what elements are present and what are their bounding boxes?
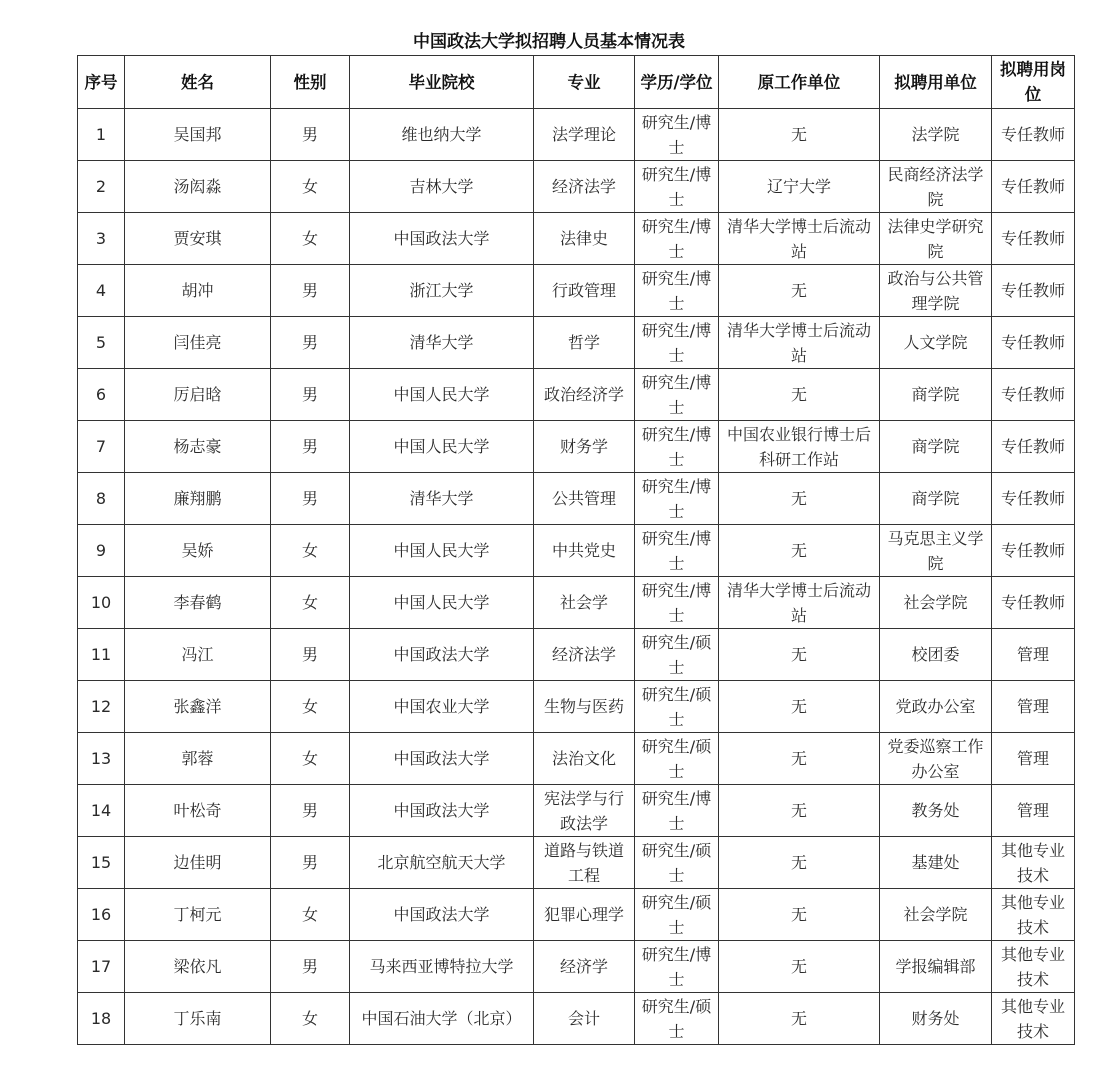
cell-previous-employer: 无 xyxy=(719,993,880,1045)
cell-position: 专任教师 xyxy=(992,577,1075,629)
cell-index: 8 xyxy=(78,473,125,525)
cell-school: 马来西亚博特拉大学 xyxy=(350,941,534,993)
cell-previous-employer: 无 xyxy=(719,785,880,837)
cell-major: 宪法学与行政法学 xyxy=(534,785,635,837)
cell-index: 2 xyxy=(78,161,125,213)
cell-degree: 研究生/硕士 xyxy=(635,629,719,681)
cell-previous-employer: 中国农业银行博士后科研工作站 xyxy=(719,421,880,473)
cell-gender: 男 xyxy=(271,317,350,369)
cell-major: 道路与铁道工程 xyxy=(534,837,635,889)
table-row xyxy=(78,421,1075,473)
cell-index: 10 xyxy=(78,577,125,629)
cell-major: 法治文化 xyxy=(534,733,635,785)
header-position: 拟聘用岗位 xyxy=(992,56,1075,109)
cell-hiring-unit: 商学院 xyxy=(880,421,992,473)
cell-name: 汤闳淼 xyxy=(125,161,271,213)
table-row xyxy=(78,941,1075,993)
cell-gender: 男 xyxy=(271,837,350,889)
header-school: 毕业院校 xyxy=(350,56,534,109)
cell-name: 杨志豪 xyxy=(125,421,271,473)
cell-previous-employer: 无 xyxy=(719,837,880,889)
cell-previous-employer: 无 xyxy=(719,369,880,421)
cell-school: 清华大学 xyxy=(350,317,534,369)
cell-previous-employer: 无 xyxy=(719,525,880,577)
cell-index: 16 xyxy=(78,889,125,941)
cell-major: 会计 xyxy=(534,993,635,1045)
table-row xyxy=(78,681,1075,733)
cell-degree: 研究生/博士 xyxy=(635,213,719,265)
cell-index: 15 xyxy=(78,837,125,889)
table-row xyxy=(78,473,1075,525)
cell-major: 行政管理 xyxy=(534,265,635,317)
cell-degree: 研究生/博士 xyxy=(635,785,719,837)
cell-previous-employer: 清华大学博士后流动站 xyxy=(719,317,880,369)
table-row xyxy=(78,837,1075,889)
table-row xyxy=(78,993,1075,1045)
cell-school: 中国农业大学 xyxy=(350,681,534,733)
cell-previous-employer: 无 xyxy=(719,473,880,525)
cell-degree: 研究生/博士 xyxy=(635,941,719,993)
table-row xyxy=(78,889,1075,941)
cell-name: 吴娇 xyxy=(125,525,271,577)
header-degree: 学历/学位 xyxy=(635,56,719,109)
cell-previous-employer: 辽宁大学 xyxy=(719,161,880,213)
cell-hiring-unit: 法律史学研究院 xyxy=(880,213,992,265)
cell-major: 法学理论 xyxy=(534,109,635,161)
cell-name: 梁依凡 xyxy=(125,941,271,993)
cell-name: 郭蓉 xyxy=(125,733,271,785)
cell-position: 其他专业技术 xyxy=(992,889,1075,941)
cell-major: 社会学 xyxy=(534,577,635,629)
table-row xyxy=(78,629,1075,681)
cell-school: 中国石油大学（北京） xyxy=(350,993,534,1045)
cell-hiring-unit: 法学院 xyxy=(880,109,992,161)
cell-major: 哲学 xyxy=(534,317,635,369)
cell-position: 专任教师 xyxy=(992,213,1075,265)
cell-previous-employer: 无 xyxy=(719,733,880,785)
cell-hiring-unit: 财务处 xyxy=(880,993,992,1045)
cell-index: 14 xyxy=(78,785,125,837)
cell-index: 5 xyxy=(78,317,125,369)
table-row xyxy=(78,733,1075,785)
cell-hiring-unit: 校团委 xyxy=(880,629,992,681)
cell-previous-employer: 无 xyxy=(719,109,880,161)
cell-hiring-unit: 人文学院 xyxy=(880,317,992,369)
cell-degree: 研究生/博士 xyxy=(635,421,719,473)
cell-hiring-unit: 政治与公共管理学院 xyxy=(880,265,992,317)
cell-name: 胡冲 xyxy=(125,265,271,317)
cell-degree: 研究生/博士 xyxy=(635,109,719,161)
cell-previous-employer: 无 xyxy=(719,681,880,733)
cell-position: 专任教师 xyxy=(992,369,1075,421)
cell-previous-employer: 无 xyxy=(719,629,880,681)
cell-gender: 女 xyxy=(271,681,350,733)
cell-index: 1 xyxy=(78,109,125,161)
cell-position: 专任教师 xyxy=(992,109,1075,161)
cell-previous-employer: 无 xyxy=(719,941,880,993)
cell-major: 公共管理 xyxy=(534,473,635,525)
cell-name: 李春鹤 xyxy=(125,577,271,629)
cell-gender: 女 xyxy=(271,161,350,213)
cell-hiring-unit: 学报编辑部 xyxy=(880,941,992,993)
header-major: 专业 xyxy=(534,56,635,109)
cell-degree: 研究生/博士 xyxy=(635,317,719,369)
cell-hiring-unit: 党政办公室 xyxy=(880,681,992,733)
cell-gender: 女 xyxy=(271,525,350,577)
cell-hiring-unit: 商学院 xyxy=(880,473,992,525)
cell-name: 丁柯元 xyxy=(125,889,271,941)
personnel-table xyxy=(77,55,1075,1045)
table-body xyxy=(78,109,1075,1045)
cell-major: 经济学 xyxy=(534,941,635,993)
cell-previous-employer: 清华大学博士后流动站 xyxy=(719,577,880,629)
cell-position: 管理 xyxy=(992,733,1075,785)
cell-degree: 研究生/博士 xyxy=(635,525,719,577)
cell-gender: 男 xyxy=(271,369,350,421)
cell-index: 13 xyxy=(78,733,125,785)
cell-position: 专任教师 xyxy=(992,317,1075,369)
table-row xyxy=(78,265,1075,317)
cell-major: 法律史 xyxy=(534,213,635,265)
cell-degree: 研究生/博士 xyxy=(635,577,719,629)
cell-index: 7 xyxy=(78,421,125,473)
table-row xyxy=(78,525,1075,577)
cell-position: 管理 xyxy=(992,785,1075,837)
cell-position: 管理 xyxy=(992,681,1075,733)
cell-name: 冯江 xyxy=(125,629,271,681)
cell-hiring-unit: 基建处 xyxy=(880,837,992,889)
cell-index: 17 xyxy=(78,941,125,993)
cell-gender: 女 xyxy=(271,993,350,1045)
cell-previous-employer: 无 xyxy=(719,889,880,941)
cell-position: 专任教师 xyxy=(992,473,1075,525)
cell-position: 其他专业技术 xyxy=(992,837,1075,889)
cell-gender: 男 xyxy=(271,473,350,525)
cell-hiring-unit: 教务处 xyxy=(880,785,992,837)
cell-school: 中国政法大学 xyxy=(350,629,534,681)
cell-degree: 研究生/博士 xyxy=(635,265,719,317)
cell-degree: 研究生/硕士 xyxy=(635,681,719,733)
table-row xyxy=(78,109,1075,161)
cell-index: 3 xyxy=(78,213,125,265)
cell-index: 9 xyxy=(78,525,125,577)
cell-name: 厉启晗 xyxy=(125,369,271,421)
cell-hiring-unit: 社会学院 xyxy=(880,889,992,941)
cell-school: 维也纳大学 xyxy=(350,109,534,161)
cell-major: 经济法学 xyxy=(534,161,635,213)
cell-previous-employer: 无 xyxy=(719,265,880,317)
cell-name: 吴国邦 xyxy=(125,109,271,161)
cell-school: 中国政法大学 xyxy=(350,889,534,941)
cell-name: 边佳明 xyxy=(125,837,271,889)
cell-major: 经济法学 xyxy=(534,629,635,681)
cell-degree: 研究生/博士 xyxy=(635,369,719,421)
cell-school: 清华大学 xyxy=(350,473,534,525)
cell-name: 廉翔鹏 xyxy=(125,473,271,525)
cell-hiring-unit: 社会学院 xyxy=(880,577,992,629)
cell-gender: 女 xyxy=(271,577,350,629)
cell-major: 财务学 xyxy=(534,421,635,473)
cell-school: 吉林大学 xyxy=(350,161,534,213)
cell-hiring-unit: 民商经济法学院 xyxy=(880,161,992,213)
header-index: 序号 xyxy=(78,56,125,109)
cell-position: 专任教师 xyxy=(992,525,1075,577)
cell-degree: 研究生/硕士 xyxy=(635,889,719,941)
cell-position: 其他专业技术 xyxy=(992,993,1075,1045)
cell-school: 中国人民大学 xyxy=(350,369,534,421)
cell-degree: 研究生/硕士 xyxy=(635,733,719,785)
cell-name: 张鑫洋 xyxy=(125,681,271,733)
cell-position: 其他专业技术 xyxy=(992,941,1075,993)
table-header-row xyxy=(78,56,1075,109)
cell-gender: 男 xyxy=(271,109,350,161)
cell-school: 中国人民大学 xyxy=(350,421,534,473)
cell-gender: 女 xyxy=(271,733,350,785)
cell-position: 专任教师 xyxy=(992,421,1075,473)
cell-position: 管理 xyxy=(992,629,1075,681)
cell-gender: 男 xyxy=(271,785,350,837)
cell-school: 中国政法大学 xyxy=(350,785,534,837)
cell-degree: 研究生/博士 xyxy=(635,161,719,213)
cell-hiring-unit: 马克思主义学院 xyxy=(880,525,992,577)
header-previous-employer: 原工作单位 xyxy=(719,56,880,109)
cell-major: 生物与医药 xyxy=(534,681,635,733)
cell-name: 叶松奇 xyxy=(125,785,271,837)
cell-name: 闫佳亮 xyxy=(125,317,271,369)
cell-index: 11 xyxy=(78,629,125,681)
cell-index: 12 xyxy=(78,681,125,733)
cell-index: 4 xyxy=(78,265,125,317)
table-row xyxy=(78,161,1075,213)
cell-degree: 研究生/硕士 xyxy=(635,993,719,1045)
cell-gender: 女 xyxy=(271,213,350,265)
header-hiring-unit: 拟聘用单位 xyxy=(880,56,992,109)
cell-school: 中国政法大学 xyxy=(350,733,534,785)
cell-degree: 研究生/博士 xyxy=(635,473,719,525)
cell-position: 专任教师 xyxy=(992,265,1075,317)
table-row xyxy=(78,317,1075,369)
cell-index: 18 xyxy=(78,993,125,1045)
table-row xyxy=(78,577,1075,629)
cell-name: 丁乐南 xyxy=(125,993,271,1045)
header-name: 姓名 xyxy=(125,56,271,109)
table-row xyxy=(78,369,1075,421)
page-title: 中国政法大学拟招聘人员基本情况表 xyxy=(413,32,685,52)
header-gender: 性别 xyxy=(271,56,350,109)
cell-name: 贾安琪 xyxy=(125,213,271,265)
cell-hiring-unit: 商学院 xyxy=(880,369,992,421)
cell-previous-employer: 清华大学博士后流动站 xyxy=(719,213,880,265)
cell-hiring-unit: 党委巡察工作办公室 xyxy=(880,733,992,785)
cell-gender: 男 xyxy=(271,421,350,473)
cell-major: 中共党史 xyxy=(534,525,635,577)
cell-major: 政治经济学 xyxy=(534,369,635,421)
cell-school: 中国人民大学 xyxy=(350,577,534,629)
cell-school: 中国政法大学 xyxy=(350,213,534,265)
table-row xyxy=(78,213,1075,265)
cell-school: 中国人民大学 xyxy=(350,525,534,577)
cell-gender: 男 xyxy=(271,265,350,317)
cell-gender: 男 xyxy=(271,941,350,993)
cell-school: 北京航空航天大学 xyxy=(350,837,534,889)
cell-position: 专任教师 xyxy=(992,161,1075,213)
cell-gender: 男 xyxy=(271,629,350,681)
cell-degree: 研究生/硕士 xyxy=(635,837,719,889)
cell-major: 犯罪心理学 xyxy=(534,889,635,941)
cell-school: 浙江大学 xyxy=(350,265,534,317)
table-row xyxy=(78,785,1075,837)
cell-gender: 女 xyxy=(271,889,350,941)
cell-index: 6 xyxy=(78,369,125,421)
